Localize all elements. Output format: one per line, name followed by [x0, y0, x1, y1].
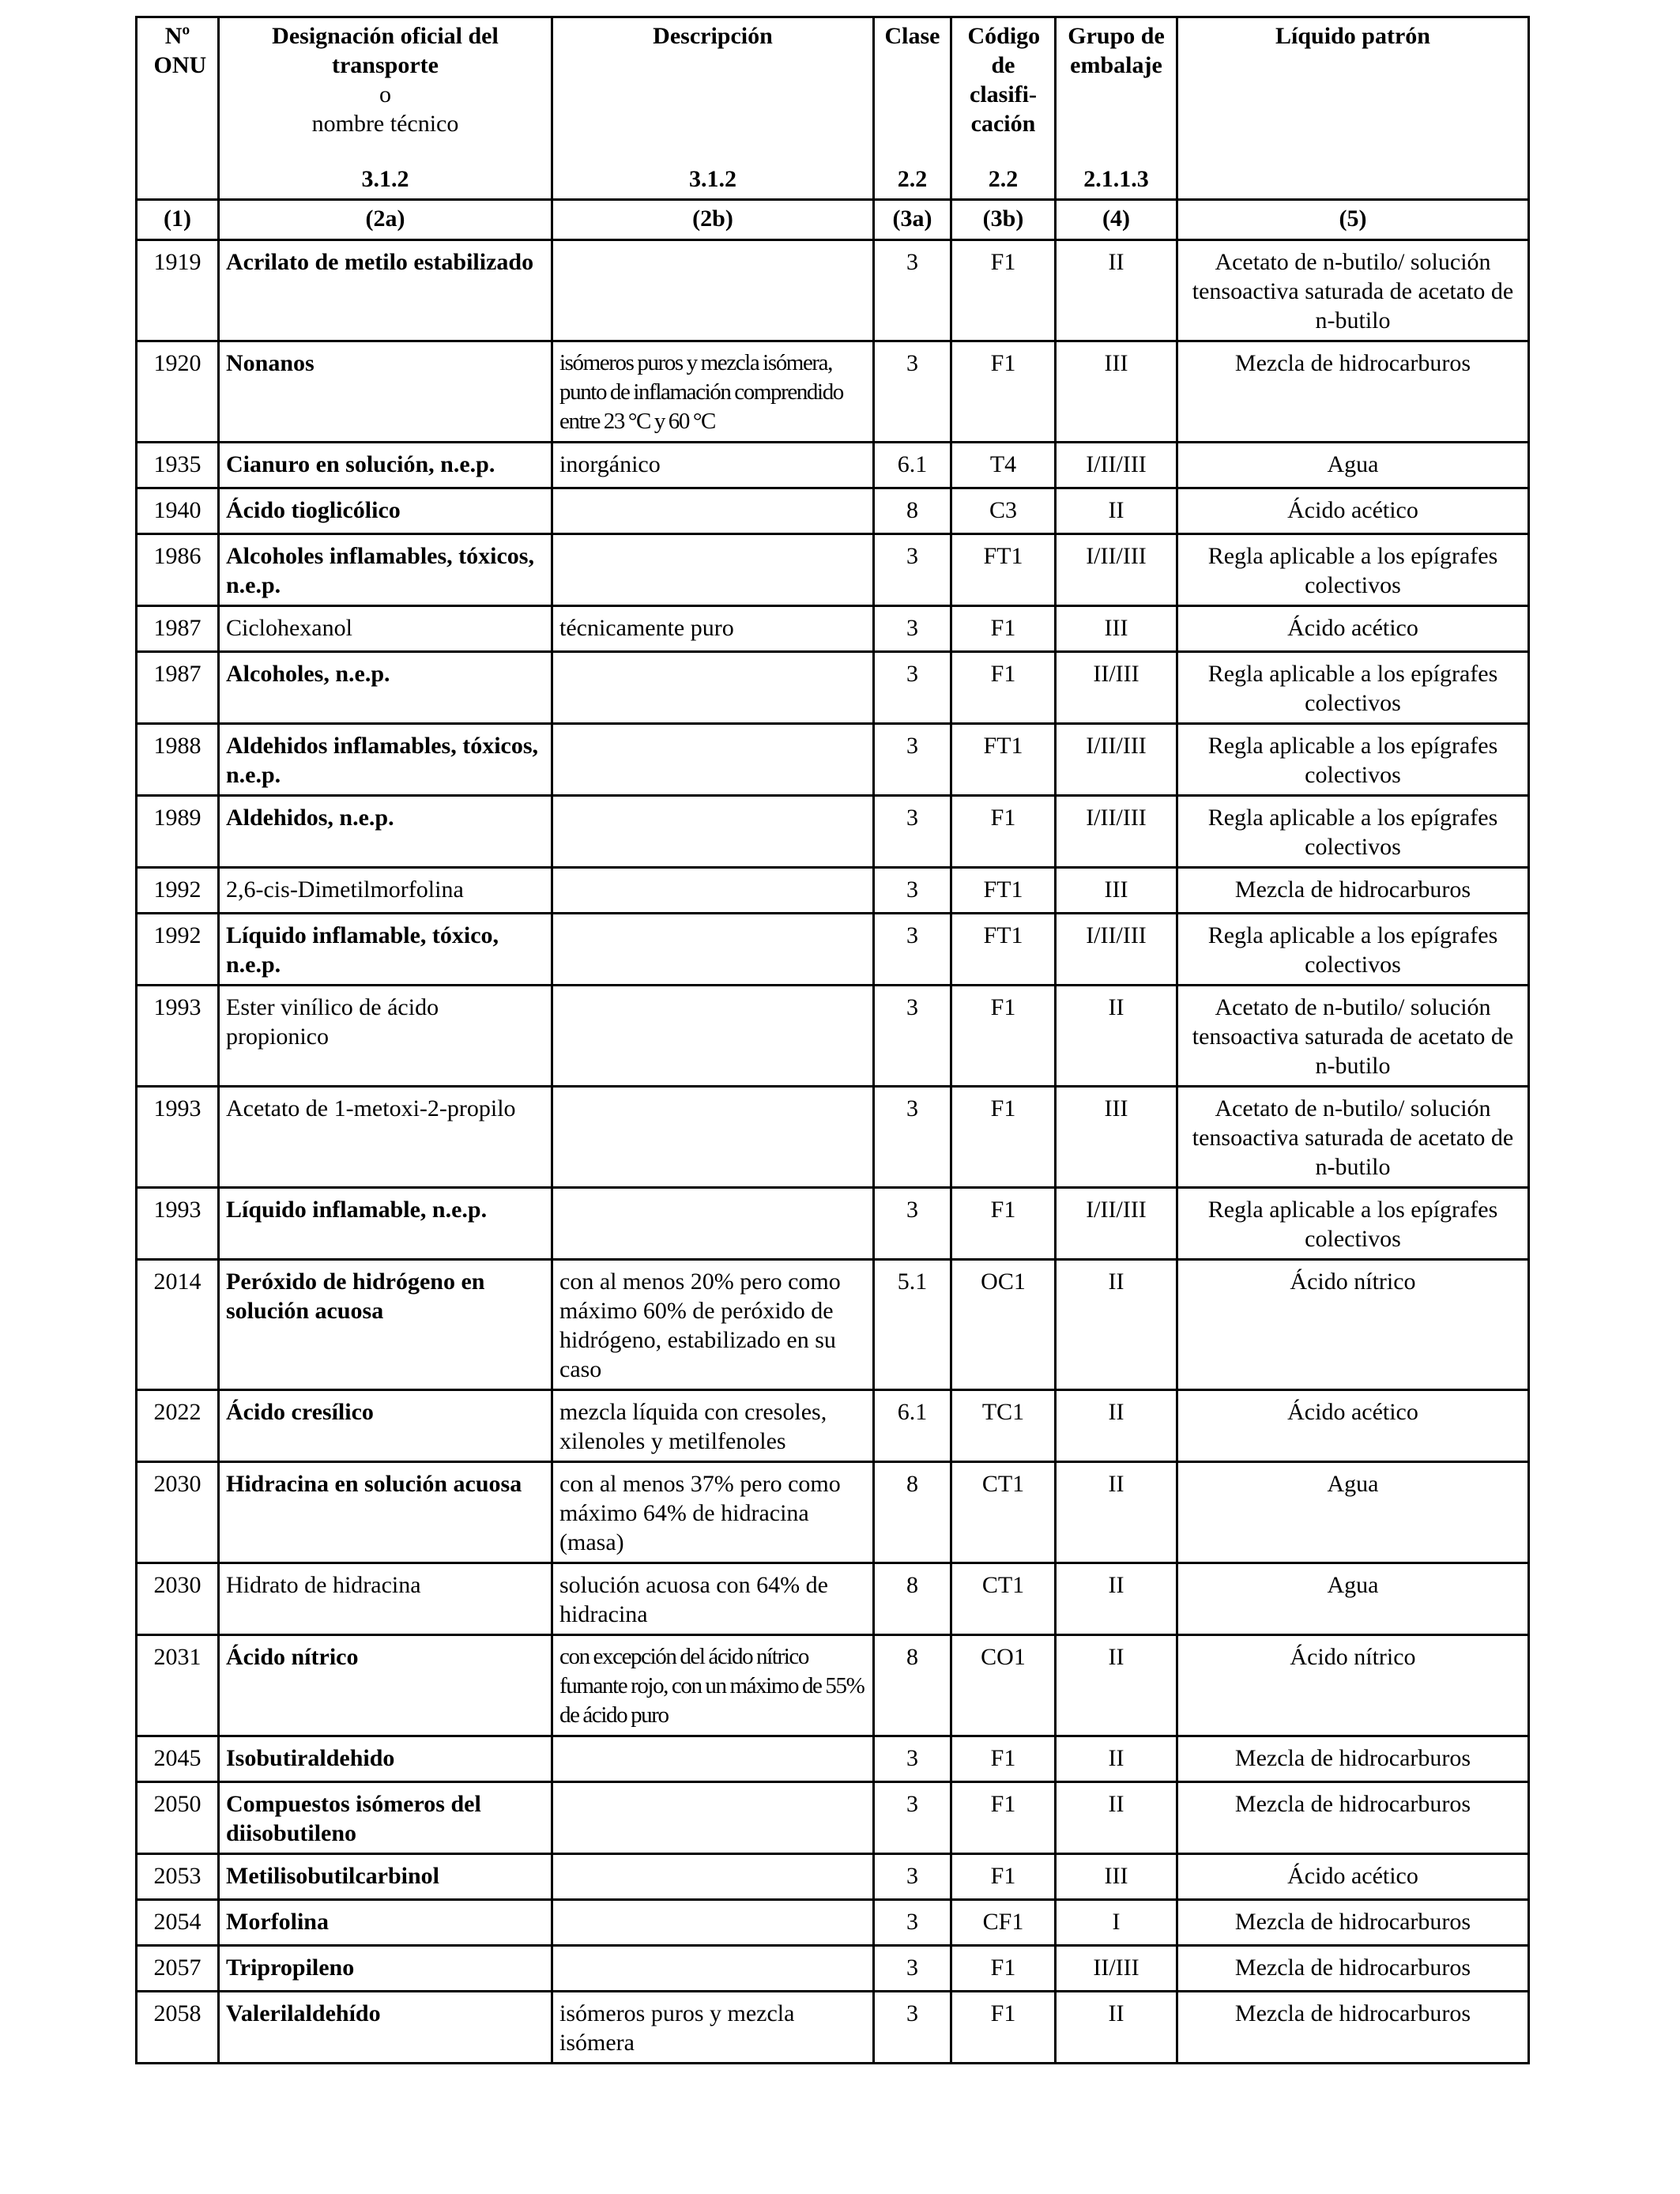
class-cell: 3 [874, 914, 951, 986]
packing-group-cell: III [1056, 606, 1177, 652]
onu-cell: 1993 [137, 986, 219, 1087]
class-cell: 3 [874, 240, 951, 341]
table-row [137, 1992, 1529, 2064]
standard-liquid-cell: Mezcla de hidrocarburos [1177, 1736, 1529, 1782]
packing-group-cell: II [1056, 986, 1177, 1087]
class-cell: 3 [874, 1188, 951, 1260]
description-cell: mezcla líquida con cresoles, xilenoles y metilfenoles [552, 1390, 874, 1462]
classification-code-cell: F1 [951, 1188, 1056, 1260]
header-group-ref: 2.1.1.3 [1083, 166, 1149, 192]
onu-cell: 2022 [137, 1390, 219, 1462]
description-cell: con al menos 20% pero como máximo 60% de peróxido de hidrógeno, estabilizado en su caso [552, 1260, 874, 1390]
shipping-name-cell: Acrilato de metilo estabilizado [219, 240, 552, 341]
shipping-name-cell: Metilisobutilcarbinol [219, 1854, 552, 1900]
packing-group-cell: II [1056, 1563, 1177, 1635]
packing-group-cell: II [1056, 1736, 1177, 1782]
onu-cell: 1989 [137, 796, 219, 868]
packing-group-cell: I/II/III [1056, 724, 1177, 796]
description-cell [552, 1900, 874, 1946]
onu-cell: 2030 [137, 1462, 219, 1563]
shipping-name-cell: Nonanos [219, 341, 552, 443]
onu-cell: 1993 [137, 1087, 219, 1188]
header-liquid-label: Líquido patrón [1275, 23, 1430, 49]
header-description-label: Descripción [653, 23, 773, 49]
class-cell: 3 [874, 724, 951, 796]
packing-group-cell: II [1056, 1992, 1177, 2064]
standard-liquid-cell: Ácido acético [1177, 606, 1529, 652]
header-designation-sub: nombre técnico [311, 111, 459, 137]
standard-liquid-cell: Agua [1177, 1462, 1529, 1563]
classification-code-cell: T4 [951, 443, 1056, 488]
packing-group-cell: III [1056, 1087, 1177, 1188]
onu-cell: 1988 [137, 724, 219, 796]
packing-group-cell: II [1056, 488, 1177, 534]
table-row [137, 1946, 1529, 1992]
classification-code-cell: F1 [951, 1946, 1056, 1992]
column-ref: (2b) [552, 200, 874, 240]
description-cell [552, 1946, 874, 1992]
table-row [137, 1260, 1529, 1390]
standard-liquid-cell: Mezcla de hidrocarburos [1177, 868, 1529, 914]
dangerous-goods-table [135, 16, 1530, 2064]
header-group [1056, 17, 1177, 200]
standard-liquid-cell: Acetato de n-butilo/ solución tensoactiva saturada de acetato de n-butilo [1177, 240, 1529, 341]
shipping-name-cell: Isobutiraldehido [219, 1736, 552, 1782]
packing-group-cell: III [1056, 1854, 1177, 1900]
description-cell [552, 1188, 874, 1260]
classification-code-cell: FT1 [951, 724, 1056, 796]
onu-cell: 2057 [137, 1946, 219, 1992]
column-ref: (5) [1177, 200, 1529, 240]
description-cell [552, 986, 874, 1087]
class-cell: 3 [874, 534, 951, 606]
class-cell: 3 [874, 796, 951, 868]
classification-code-cell: F1 [951, 1854, 1056, 1900]
onu-cell: 1986 [137, 534, 219, 606]
table-row [137, 796, 1529, 868]
classification-code-cell: F1 [951, 606, 1056, 652]
header-designation-ref: 3.1.2 [361, 166, 409, 192]
onu-cell: 1993 [137, 1188, 219, 1260]
shipping-name-cell: Morfolina [219, 1900, 552, 1946]
description-cell [552, 240, 874, 341]
onu-cell: 2054 [137, 1900, 219, 1946]
table-row [137, 534, 1529, 606]
header-code [951, 17, 1056, 200]
shipping-name-cell: 2,6-cis-Dimetilmorfolina [219, 868, 552, 914]
onu-cell: 2014 [137, 1260, 219, 1390]
description-cell [552, 1087, 874, 1188]
standard-liquid-cell: Mezcla de hidrocarburos [1177, 1782, 1529, 1854]
table-row [137, 868, 1529, 914]
packing-group-cell: II/III [1056, 652, 1177, 724]
classification-code-cell: OC1 [951, 1260, 1056, 1390]
description-cell [552, 1782, 874, 1854]
packing-group-cell: II [1056, 1462, 1177, 1563]
classification-code-cell: F1 [951, 652, 1056, 724]
classification-code-cell: FT1 [951, 534, 1056, 606]
table-row [137, 1782, 1529, 1854]
table-row [137, 1854, 1529, 1900]
table-row [137, 1563, 1529, 1635]
packing-group-cell: II [1056, 240, 1177, 341]
table-row [137, 724, 1529, 796]
classification-code-cell: F1 [951, 1782, 1056, 1854]
table-row [137, 1900, 1529, 1946]
classification-code-cell: F1 [951, 1736, 1056, 1782]
standard-liquid-cell: Regla aplicable a los epígrafes colectivos [1177, 652, 1529, 724]
shipping-name-cell: Ácido nítrico [219, 1635, 552, 1736]
standard-liquid-cell: Acetato de n-butilo/ solución tensoactiva saturada de acetato de n-butilo [1177, 1087, 1529, 1188]
header-class-label: Clase [884, 23, 940, 49]
header-designation-label: Designación oficial del transporte [272, 23, 499, 78]
description-cell: isómeros puros y mezcla isómera, punto de inflamación comprendido entre 23 °C y 60 °C [552, 341, 874, 443]
shipping-name-cell: Ácido tioglicólico [219, 488, 552, 534]
class-cell: 3 [874, 1782, 951, 1854]
classification-code-cell: F1 [951, 1992, 1056, 2064]
shipping-name-cell: Hidrato de hidracina [219, 1563, 552, 1635]
header-onu-label: Nº ONU [153, 23, 207, 78]
description-cell [552, 534, 874, 606]
description-cell [552, 1736, 874, 1782]
column-ref: (3b) [951, 200, 1056, 240]
standard-liquid-cell: Ácido acético [1177, 488, 1529, 534]
classification-code-cell: CF1 [951, 1900, 1056, 1946]
classification-code-cell: TC1 [951, 1390, 1056, 1462]
header-liquid [1177, 17, 1529, 200]
packing-group-cell: II/III [1056, 1946, 1177, 1992]
description-cell [552, 914, 874, 986]
header-class-ref: 2.2 [897, 166, 928, 192]
onu-cell: 2030 [137, 1563, 219, 1635]
description-cell: inorgánico [552, 443, 874, 488]
shipping-name-cell: Peróxido de hidrógeno en solución acuosa [219, 1260, 552, 1390]
class-cell: 3 [874, 1087, 951, 1188]
onu-cell: 1940 [137, 488, 219, 534]
packing-group-cell: I/II/III [1056, 1188, 1177, 1260]
header-designation [219, 17, 552, 200]
classification-code-cell: F1 [951, 240, 1056, 341]
classification-code-cell: F1 [951, 341, 1056, 443]
packing-group-cell: I [1056, 1900, 1177, 1946]
table-row [137, 341, 1529, 443]
table-row [137, 1188, 1529, 1260]
class-cell: 3 [874, 606, 951, 652]
column-ref: (2a) [219, 200, 552, 240]
packing-group-cell: II [1056, 1390, 1177, 1462]
class-cell: 8 [874, 1462, 951, 1563]
standard-liquid-cell: Regla aplicable a los epígrafes colectivos [1177, 724, 1529, 796]
class-cell: 3 [874, 652, 951, 724]
onu-cell: 1935 [137, 443, 219, 488]
packing-group-cell: I/II/III [1056, 914, 1177, 986]
shipping-name-cell: Ester vinílico de ácido propionico [219, 986, 552, 1087]
shipping-name-cell: Cianuro en solución, n.e.p. [219, 443, 552, 488]
classification-code-cell: FT1 [951, 868, 1056, 914]
class-cell: 3 [874, 1992, 951, 2064]
table-row [137, 1635, 1529, 1736]
header-group-label: Grupo de embalaje [1068, 23, 1165, 78]
description-cell [552, 1854, 874, 1900]
table-row [137, 488, 1529, 534]
shipping-name-cell: Compuestos isómeros del diisobutileno [219, 1782, 552, 1854]
description-cell [552, 796, 874, 868]
description-cell: con al menos 37% pero como máximo 64% de hidracina (masa) [552, 1462, 874, 1563]
description-cell [552, 724, 874, 796]
shipping-name-cell: Ciclohexanol [219, 606, 552, 652]
classification-code-cell: F1 [951, 986, 1056, 1087]
standard-liquid-cell: Ácido acético [1177, 1854, 1529, 1900]
standard-liquid-cell: Mezcla de hidrocarburos [1177, 1992, 1529, 2064]
class-cell: 3 [874, 1946, 951, 1992]
description-cell: solución acuosa con 64% de hidracina [552, 1563, 874, 1635]
class-cell: 8 [874, 1635, 951, 1736]
class-cell: 6.1 [874, 1390, 951, 1462]
onu-cell: 2058 [137, 1992, 219, 2064]
class-cell: 5.1 [874, 1260, 951, 1390]
shipping-name-cell: Alcoholes inflamables, tóxicos, n.e.p. [219, 534, 552, 606]
column-ref: (4) [1056, 200, 1177, 240]
standard-liquid-cell: Mezcla de hidrocarburos [1177, 1900, 1529, 1946]
onu-cell: 1919 [137, 240, 219, 341]
classification-code-cell: C3 [951, 488, 1056, 534]
packing-group-cell: II [1056, 1260, 1177, 1390]
table-row [137, 443, 1529, 488]
shipping-name-cell: Líquido inflamable, tóxico, n.e.p. [219, 914, 552, 986]
table-body [137, 240, 1529, 2064]
classification-code-cell: FT1 [951, 914, 1056, 986]
shipping-name-cell: Hidracina en solución acuosa [219, 1462, 552, 1563]
table-row [137, 1087, 1529, 1188]
table-row [137, 1390, 1529, 1462]
table-row [137, 652, 1529, 724]
table-row [137, 1736, 1529, 1782]
description-cell [552, 868, 874, 914]
description-cell: isómeros puros y mezcla isómera [552, 1992, 874, 2064]
table-row [137, 606, 1529, 652]
classification-code-cell: F1 [951, 796, 1056, 868]
onu-cell: 2053 [137, 1854, 219, 1900]
standard-liquid-cell: Regla aplicable a los epígrafes colectivos [1177, 796, 1529, 868]
class-cell: 6.1 [874, 443, 951, 488]
description-cell [552, 652, 874, 724]
standard-liquid-cell: Mezcla de hidrocarburos [1177, 1946, 1529, 1992]
header-designation-o: o [379, 81, 391, 107]
header-class [874, 17, 951, 200]
class-cell: 8 [874, 1563, 951, 1635]
shipping-name-cell: Aldehidos inflamables, tóxicos, n.e.p. [219, 724, 552, 796]
classification-code-cell: CT1 [951, 1563, 1056, 1635]
description-cell: técnicamente puro [552, 606, 874, 652]
onu-cell: 2031 [137, 1635, 219, 1736]
standard-liquid-cell: Acetato de n-butilo/ solución tensoactiva saturada de acetato de n-butilo [1177, 986, 1529, 1087]
onu-cell: 1987 [137, 652, 219, 724]
onu-cell: 1987 [137, 606, 219, 652]
packing-group-cell: III [1056, 868, 1177, 914]
classification-code-cell: CT1 [951, 1462, 1056, 1563]
onu-cell: 1992 [137, 914, 219, 986]
shipping-name-cell: Aldehidos, n.e.p. [219, 796, 552, 868]
header-code-label: Código de clasifi- cación [967, 23, 1041, 137]
shipping-name-cell: Alcoholes, n.e.p. [219, 652, 552, 724]
class-cell: 8 [874, 488, 951, 534]
onu-cell: 1992 [137, 868, 219, 914]
packing-group-cell: I/II/III [1056, 443, 1177, 488]
class-cell: 3 [874, 341, 951, 443]
onu-cell: 1920 [137, 341, 219, 443]
standard-liquid-cell: Ácido nítrico [1177, 1635, 1529, 1736]
table-row [137, 914, 1529, 986]
table-row [137, 986, 1529, 1087]
onu-cell: 2045 [137, 1736, 219, 1782]
shipping-name-cell: Ácido cresílico [219, 1390, 552, 1462]
table-row [137, 1462, 1529, 1563]
onu-cell: 2050 [137, 1782, 219, 1854]
description-cell: con excepción del ácido nítrico fumante rojo, con un máximo de 55% de ácido puro [552, 1635, 874, 1736]
header-row [137, 17, 1529, 200]
table-row [137, 240, 1529, 341]
header-onu [137, 17, 219, 200]
classification-code-cell: CO1 [951, 1635, 1056, 1736]
packing-group-cell: I/II/III [1056, 534, 1177, 606]
standard-liquid-cell: Mezcla de hidrocarburos [1177, 341, 1529, 443]
class-cell: 3 [874, 986, 951, 1087]
column-ref: (3a) [874, 200, 951, 240]
column-ref-row [137, 200, 1529, 240]
standard-liquid-cell: Regla aplicable a los epígrafes colectivos [1177, 534, 1529, 606]
packing-group-cell: III [1056, 341, 1177, 443]
packing-group-cell: II [1056, 1635, 1177, 1736]
class-cell: 3 [874, 1854, 951, 1900]
header-description [552, 17, 874, 200]
shipping-name-cell: Líquido inflamable, n.e.p. [219, 1188, 552, 1260]
packing-group-cell: II [1056, 1782, 1177, 1854]
column-ref: (1) [137, 200, 219, 240]
class-cell: 3 [874, 868, 951, 914]
standard-liquid-cell: Ácido acético [1177, 1390, 1529, 1462]
standard-liquid-cell: Ácido nítrico [1177, 1260, 1529, 1390]
shipping-name-cell: Valerilaldehído [219, 1992, 552, 2064]
shipping-name-cell: Tripropileno [219, 1946, 552, 1992]
header-code-ref: 2.2 [988, 166, 1019, 192]
standard-liquid-cell: Regla aplicable a los epígrafes colectivos [1177, 1188, 1529, 1260]
shipping-name-cell: Acetato de 1-metoxi-2-propilo [219, 1087, 552, 1188]
standard-liquid-cell: Regla aplicable a los epígrafes colectivos [1177, 914, 1529, 986]
class-cell: 3 [874, 1736, 951, 1782]
classification-code-cell: F1 [951, 1087, 1056, 1188]
description-cell [552, 488, 874, 534]
class-cell: 3 [874, 1900, 951, 1946]
header-description-ref: 3.1.2 [689, 166, 736, 192]
standard-liquid-cell: Agua [1177, 443, 1529, 488]
standard-liquid-cell: Agua [1177, 1563, 1529, 1635]
packing-group-cell: I/II/III [1056, 796, 1177, 868]
